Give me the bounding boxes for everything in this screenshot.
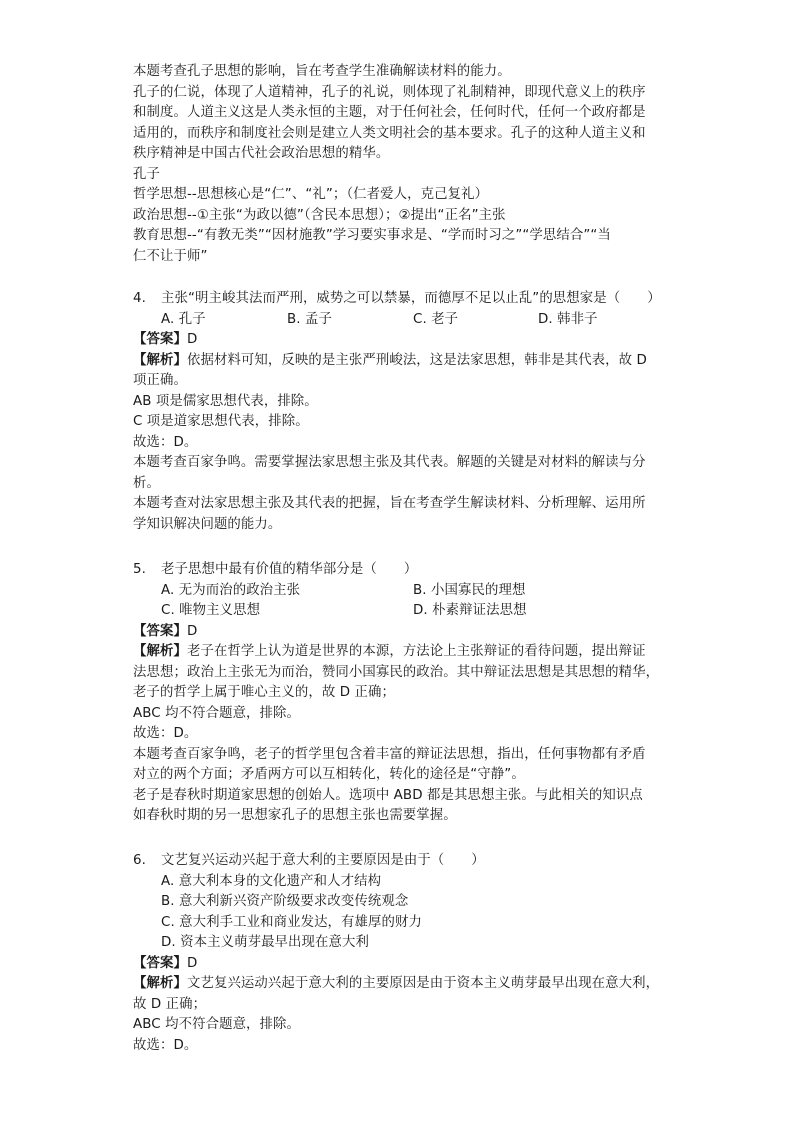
- intro-line: 秩序精神是中国古代社会政治思想的精华。: [133, 146, 390, 161]
- question-number: 4.: [133, 291, 146, 306]
- analysis-line: 本题考查百家争鸣，老子的哲学里包含着丰富的辩证法思想，指出，任何事物都有矛盾: [133, 746, 646, 762]
- intro-line: 仁不让于师”: [133, 248, 208, 264]
- analysis-line: 项正确。: [133, 373, 187, 388]
- option-d: D. 韩非子: [538, 311, 598, 327]
- option-c: C. 老子: [413, 311, 459, 327]
- analysis-text: 文艺复兴运动兴起于意大利的主要原因是由于资本主义萌芽最早出现在意大利，: [186, 976, 660, 991]
- analysis-line: ABC 均不符合题意，排除。: [133, 1017, 301, 1032]
- question-number: 5.: [133, 562, 146, 577]
- analysis-line: 如春秋时期的另一思想家孔子的思想主张也需要掌握。: [133, 808, 457, 823]
- option-c: C. 意大利手工业和商业发达，有雄厚的财力: [161, 914, 422, 930]
- question-text: 主张“明主峻其法而严刑，威势之可以禁暴，而德厚不足以止乱”的思想家是（ ）: [161, 291, 661, 306]
- option-b: B. 小国寡民的理想: [413, 582, 526, 598]
- analysis-line: 法思想；政治上主张无为而治，赞同小国寡民的政治。其中辩证法思想是其思想的精华，: [133, 664, 660, 680]
- analysis-line: 本题考查对法家思想主张及其代表的把握，旨在考查学生解读材料、分析理解、运用所: [133, 496, 646, 511]
- option-d: D. 朴素辩证法思想: [413, 603, 527, 618]
- analysis-line: 学知识解决问题的能力。: [133, 516, 282, 532]
- analysis-line: 本题考查百家争鸣。需要掌握法家思想主张及其代表。解题的关键是对材料的解读与分: [133, 455, 646, 470]
- options-row: [133, 601, 663, 622]
- analysis-line: ABC 均不符合题意，排除。: [133, 705, 301, 721]
- answer-tag: 【答案】: [133, 955, 187, 971]
- intro-line: 政治思想--①主张“为政以德”（含民本思想）；②提出“正名”主张: [133, 207, 506, 223]
- analysis-line: [133, 642, 663, 663]
- options-row: [133, 581, 663, 602]
- analysis-tag: 【解析】: [133, 352, 187, 368]
- analysis-tag: 【解析】: [133, 644, 187, 659]
- answer-tag: 【答案】: [133, 332, 187, 347]
- analysis-line: 析。: [133, 475, 160, 491]
- intro-line: 适用的，而秩序和制度社会则是建立人类文明社会的基本要求。孔子的这种人道主义和: [133, 125, 646, 141]
- analysis-text: 依据材料可知，反映的是主张严刑峻法，这是法家思想，韩非是其代表，故 D: [186, 352, 647, 368]
- option-d: D. 资本主义萌芽最早出现在意大利: [161, 935, 369, 950]
- analysis-line: 故选：D。: [133, 726, 198, 741]
- analysis-line: 对立的两个方面；矛盾两方可以互相转化，转化的途径是“守静”。: [133, 767, 525, 782]
- analysis-line: 老子的哲学上属于唯心主义的，故 D 正确；: [133, 685, 395, 700]
- intro-line: 孔子的仁说，体现了人道精神，孔子的礼说，则体现了礼制精神，即现代意义上的秩序: [133, 84, 646, 100]
- question-stem: [133, 560, 663, 581]
- answer-tag: 【答案】: [133, 623, 187, 639]
- analysis-line: [133, 351, 663, 372]
- analysis-line: 故选：D。: [133, 434, 198, 450]
- option-a: A. 意大利本身的文化遗产和人才结构: [161, 873, 382, 889]
- intro-section: [133, 62, 663, 267]
- analysis-line: 故选：D。: [133, 1037, 198, 1053]
- option-c: C. 唯物主义思想: [161, 603, 261, 618]
- analysis-line: C 项是道家思想代表，排除。: [133, 414, 309, 429]
- option-b: B. 孟子: [287, 311, 332, 327]
- analysis-line: 故 D 正确；: [133, 996, 207, 1012]
- question-text: 文艺复兴运动兴起于意大利的主要原因是由于（ ）: [161, 853, 485, 868]
- question-4: [133, 289, 663, 535]
- question-stem: [133, 289, 663, 310]
- answer-line: [133, 330, 663, 351]
- question-stem: [133, 851, 663, 872]
- answer-line: [133, 954, 663, 975]
- intro-line: 教育思想--“有教无类”“因材施教”学习要实事求是、“学而时习之”“学思结合”“当: [133, 228, 611, 243]
- option-a: A. 孔子: [161, 311, 206, 327]
- analysis-text: 老子在哲学上认为道是世界的本源，方法论上主张辩证的看待问题，提出辩证: [186, 644, 646, 659]
- question-text: 老子思想中最有价值的精华部分是（ ）: [161, 562, 418, 577]
- question-number: 6.: [133, 853, 146, 868]
- intro-line: 孔子: [133, 166, 160, 182]
- analysis-line: AB 项是儒家思想代表，排除。: [133, 393, 318, 409]
- analysis-line: 老子是春秋时期道家思想的创始人。选项中 ABD 都是其思想主张。与此相关的知识点: [133, 787, 643, 803]
- intro-line: 和制度。人道主义这是人类永恒的主题，对于任何社会，任何时代，任何一个政府都是: [133, 105, 646, 120]
- options-row: [133, 310, 663, 331]
- answer-line: [133, 622, 663, 643]
- answer-value: D: [186, 623, 198, 639]
- intro-line: 本题考查孔子思想的影响，旨在考查学生准确解读材料的能力。: [133, 64, 511, 79]
- answer-value: D: [186, 332, 198, 347]
- analysis-line: [133, 974, 663, 995]
- question-5: [133, 560, 663, 827]
- intro-line: 哲学思想--思想核心是“仁”、“礼”；（仁者爱人，克己复礼）: [133, 187, 489, 202]
- option-b: B. 意大利新兴资产阶级要求改变传统观念: [161, 894, 409, 909]
- answer-value: D: [186, 955, 198, 971]
- analysis-tag: 【解析】: [133, 976, 187, 991]
- option-a: A. 无为而治的政治主张: [161, 582, 301, 598]
- question-6: [133, 851, 663, 1056]
